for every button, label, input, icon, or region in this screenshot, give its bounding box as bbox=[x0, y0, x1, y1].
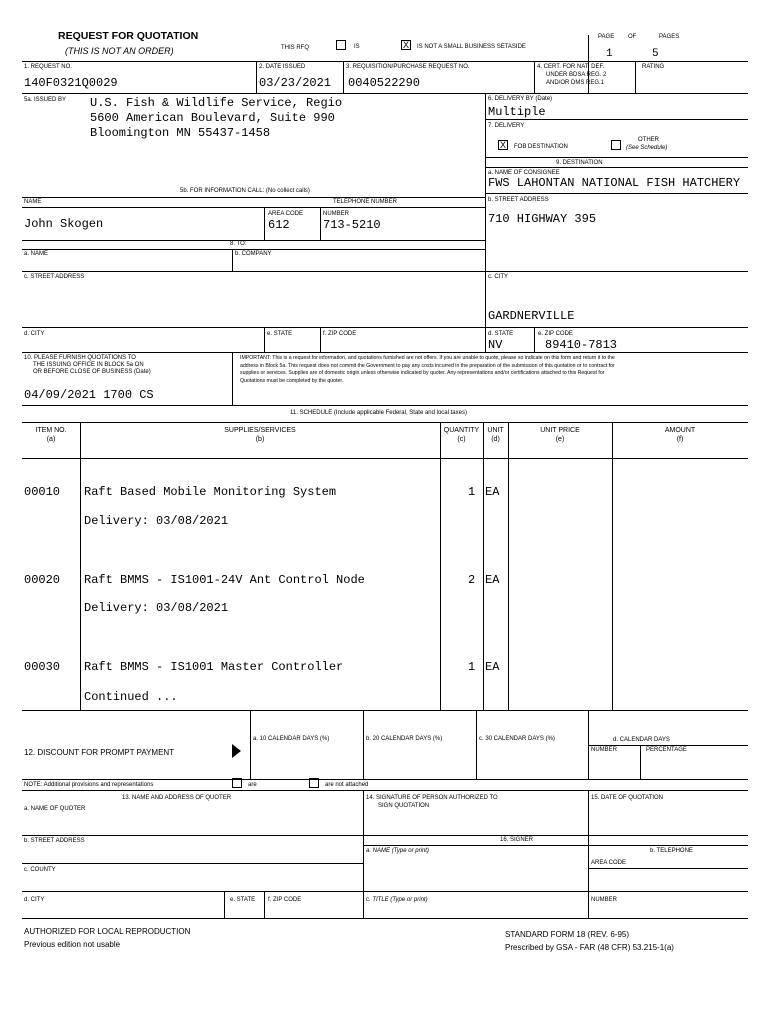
footer-left-1: AUTHORIZED FOR LOCAL REPRODUCTION bbox=[24, 927, 191, 936]
cert-label-1: 4. CERT. FOR NAT. DEF. bbox=[537, 64, 605, 70]
fob-destination-checkbox[interactable]: X bbox=[499, 140, 506, 150]
to-name-label: a. NAME bbox=[24, 251, 49, 257]
name-label: NAME bbox=[24, 199, 42, 205]
furnish-line-2: THE ISSUING OFFICE IN BLOCK 5a ON bbox=[33, 362, 144, 368]
quoter-street-label: b. STREET ADDRESS bbox=[24, 838, 85, 844]
city: GARDNERVILLE bbox=[488, 309, 575, 323]
city-label: c. CITY bbox=[488, 274, 509, 280]
provisions-note: NOTE: Additional provisions and representations bbox=[24, 782, 154, 788]
is-label: IS bbox=[354, 44, 360, 50]
footer-left-2: Previous edition not usable bbox=[24, 940, 121, 949]
signer-phone-label: b. TELEPHONE bbox=[650, 848, 693, 854]
telephone-label: TELEPHONE NUMBER bbox=[333, 199, 398, 205]
cert-label-3: AND/OR DMS REG.1 bbox=[546, 80, 605, 86]
signer-label: 16. SIGNER bbox=[500, 837, 534, 843]
consignee-label: a. NAME OF CONSIGNEE bbox=[488, 170, 560, 176]
furnish-date: 04/09/2021 1700 CS bbox=[24, 388, 154, 402]
col-amount: AMOUNT bbox=[664, 427, 696, 434]
item-description: Raft Based Mobile Monitoring System bbox=[84, 485, 337, 499]
is-setaside-checkbox[interactable] bbox=[336, 40, 346, 50]
item-note: Continued ... bbox=[84, 690, 178, 704]
delivery-by: Multiple bbox=[488, 105, 546, 119]
col-item-no: ITEM NO. bbox=[35, 427, 67, 434]
discount-calendar-days: d. CALENDAR DAYS bbox=[613, 737, 670, 743]
item-no: 00020 bbox=[24, 573, 61, 587]
to-company-label: b. COMPANY bbox=[235, 251, 272, 257]
this-rfq-label: THIS RFQ bbox=[281, 45, 309, 51]
other-label: OTHER bbox=[638, 137, 659, 143]
col-supplies-sub: (b) bbox=[255, 436, 265, 443]
are-not-attached-checkbox[interactable] bbox=[309, 778, 319, 788]
destination-label: 9. DESTINATION bbox=[556, 160, 603, 166]
other-sub-label: (See Schedule) bbox=[626, 145, 668, 151]
quoter-name-label: a. NAME OF QUOTER bbox=[24, 806, 86, 812]
col-quantity: QUANTITY bbox=[443, 427, 480, 434]
area-code: 612 bbox=[268, 218, 290, 232]
item-no: 00030 bbox=[24, 660, 61, 674]
to-zip-label: f. ZIP CODE bbox=[323, 331, 357, 337]
signer-number-label: NUMBER bbox=[591, 897, 618, 903]
issued-by-line-3: Bloomington MN 55437-1458 bbox=[90, 126, 271, 140]
col-unit-sub: (d) bbox=[491, 436, 500, 443]
is-not-label: IS NOT A SMALL BUSINESS SETASIDE bbox=[417, 44, 526, 50]
delivery-by-label: 6. DELIVERY BY (Date) bbox=[488, 96, 553, 102]
signer-title-label: c. TITLE (Type or print) bbox=[366, 897, 428, 903]
contact-name: John Skogen bbox=[24, 217, 104, 231]
fob-destination-label: FOB DESTINATION bbox=[514, 144, 568, 150]
arrow-right-icon bbox=[232, 744, 241, 758]
form-subtitle: (THIS IS NOT AN ORDER) bbox=[65, 46, 174, 56]
are-label: are bbox=[248, 782, 257, 788]
discount-percentage: PERCENTAGE bbox=[646, 747, 687, 753]
item-quantity: 2 bbox=[468, 573, 476, 587]
dest-state: NV bbox=[488, 338, 503, 352]
footer-right-1: STANDARD FORM 18 (REV. 6-95) bbox=[505, 930, 630, 939]
other-checkbox[interactable] bbox=[611, 140, 621, 150]
consignee: FWS LAHONTAN NATIONAL FISH HATCHERY bbox=[488, 176, 741, 190]
delivery-label: 7. DELIVERY bbox=[488, 123, 525, 129]
schedule-title: 11. SCHEDULE (Include applicable Federal, State and local taxes) bbox=[290, 410, 467, 416]
discount-number: NUMBER bbox=[591, 747, 618, 753]
signature-label-1: 14. SIGNATURE OF PERSON AUTHORIZED TO bbox=[366, 795, 498, 801]
to-street-label: c. STREET ADDRESS bbox=[24, 274, 85, 280]
furnish-line-3: OR BEFORE CLOSE OF BUSINESS (Date) bbox=[33, 369, 151, 375]
date-issued-label: 2. DATE ISSUED bbox=[259, 64, 306, 70]
col-unit: UNIT bbox=[487, 427, 504, 434]
to-city-label: d. CITY bbox=[24, 331, 45, 337]
to-state-label: e. STATE bbox=[267, 331, 293, 337]
signer-name-label: a. NAME (Type or print) bbox=[366, 848, 429, 854]
requisition-label: 3. REQUISITION/PURCHASE REQUEST NO. bbox=[346, 64, 470, 70]
page-value: 1 bbox=[606, 48, 613, 60]
col-unit-price: UNIT PRICE bbox=[540, 427, 580, 434]
col-amount-sub: (f) bbox=[676, 436, 684, 443]
issued-by-line-1: U.S. Fish & Wildlife Service, Regio bbox=[90, 96, 343, 110]
info-call-label: 5b. FOR INFORMATION CALL: (No collect calls) bbox=[180, 188, 310, 194]
important-notice: IMPORTANT: This is a request for information, and quotations furnished are not offers. If you are unable to quote, please so indicate on this form and return it to the address in Block 5a. This request does not commit the Government to pay any costs incurred in the preparation of the submission of this quotation or to contract for supplies or services. Supplies are of domestic origin unless otherwise indicated by quoter. Any representations and/or certifications attached to this Request for Quotations must be completed by the quoter. bbox=[240, 355, 615, 384]
quoter-name-address-label: 13. NAME AND ADDRESS OF QUOTER bbox=[122, 795, 232, 801]
rating-label: RATING bbox=[642, 64, 665, 70]
pages-value: 5 bbox=[652, 48, 659, 60]
requisition-no: 0040522290 bbox=[348, 76, 421, 90]
dest-zip: 89410-7813 bbox=[545, 338, 618, 352]
item-note: Delivery: 03/08/2021 bbox=[84, 601, 229, 615]
street-label: b. STREET ADDRESS bbox=[488, 197, 549, 203]
signature-label-2: SIGN QUOTATION bbox=[378, 803, 430, 809]
page-label: PAGE bbox=[598, 34, 615, 40]
street-address: 710 HIGHWAY 395 bbox=[488, 212, 597, 226]
cert-label-2: UNDER BDSA REG. 2 bbox=[546, 72, 607, 78]
discount-30-days: c. 30 CALENDAR DAYS (%) bbox=[479, 736, 555, 742]
col-unit-price-sub: (e) bbox=[555, 436, 565, 443]
date-quotation-label: 15. DATE OF QUOTATION bbox=[591, 795, 664, 801]
item-description: Raft BMMS - IS1001-24V Ant Control Node bbox=[84, 573, 365, 587]
footer-right-2: Prescribed by GSA - FAR (48 CFR) 53.215-1(a) bbox=[505, 943, 674, 952]
item-quantity: 1 bbox=[468, 660, 476, 674]
item-no: 00010 bbox=[24, 485, 61, 499]
quoter-zip-label: f. ZIP CODE bbox=[268, 897, 302, 903]
col-quantity-sub: (c) bbox=[457, 436, 466, 443]
item-description: Raft BMMS - IS1001 Master Controller bbox=[84, 660, 344, 674]
dest-state-label: d. STATE bbox=[488, 331, 514, 337]
date-issued: 03/23/2021 bbox=[259, 76, 332, 90]
to-label: 8. TO: bbox=[230, 241, 247, 247]
is-not-setaside-checkbox[interactable]: X bbox=[402, 40, 409, 50]
request-no-label: 1. REQUEST NO. bbox=[24, 64, 72, 70]
item-unit: EA bbox=[485, 573, 500, 587]
item-note: Delivery: 03/08/2021 bbox=[84, 514, 229, 528]
are-attached-checkbox[interactable] bbox=[232, 778, 242, 788]
discount-10-days: a. 10 CALENDAR DAYS (%) bbox=[253, 736, 330, 742]
pages-label: PAGES bbox=[659, 34, 680, 40]
discount-label: 12. DISCOUNT FOR PROMPT PAYMENT bbox=[24, 748, 175, 757]
phone-number: 713-5210 bbox=[323, 218, 381, 232]
col-supplies: SUPPLIES/SERVICES bbox=[224, 427, 296, 434]
discount-20-days: b. 20 CALENDAR DAYS (%) bbox=[366, 736, 443, 742]
quoter-county-label: c. COUNTY bbox=[24, 867, 56, 873]
item-unit: EA bbox=[485, 660, 500, 674]
number-label: NUMBER bbox=[323, 211, 350, 217]
dest-zip-label: e. ZIP CODE bbox=[538, 331, 573, 337]
issued-by-label: 5a. ISSUED BY bbox=[24, 97, 67, 103]
quoter-city-label: d. CITY bbox=[24, 897, 45, 903]
form-title: REQUEST FOR QUOTATION bbox=[58, 30, 199, 42]
signer-area-code-label: AREA CODE bbox=[591, 860, 627, 866]
item-unit: EA bbox=[485, 485, 500, 499]
request-no: 140F0321Q0029 bbox=[24, 76, 118, 90]
are-not-label: are not attached bbox=[325, 782, 369, 788]
furnish-line-1: 10. PLEASE FURNISH QUOTATIONS TO bbox=[24, 355, 136, 361]
item-quantity: 1 bbox=[468, 485, 476, 499]
of-label: OF bbox=[628, 34, 637, 40]
quoter-state-label: e. STATE bbox=[230, 897, 256, 903]
col-item-no-sub: (a) bbox=[46, 436, 56, 443]
area-code-label: AREA CODE bbox=[268, 211, 304, 217]
issued-by-line-2: 5600 American Boulevard, Suite 990 bbox=[90, 111, 335, 125]
